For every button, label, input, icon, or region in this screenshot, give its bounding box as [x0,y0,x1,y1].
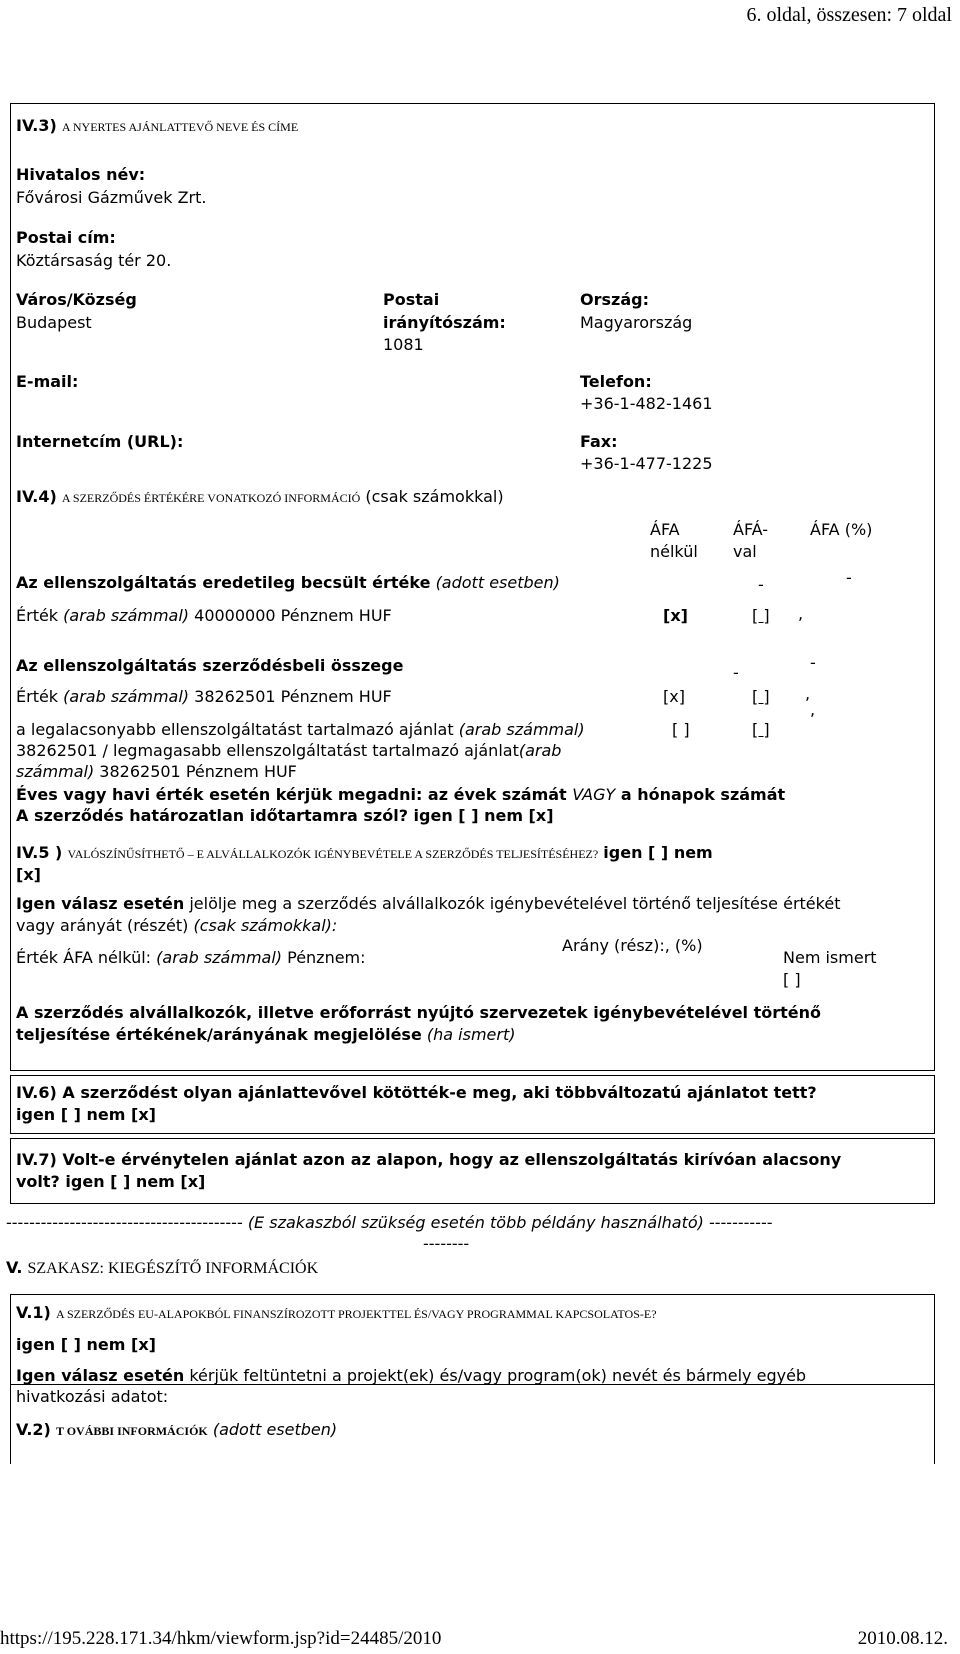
iv5-yes-line1: Igen válasz esetén jelölje meg a szerződés alvállalkozók igénybevételével történő teljesítése értékét [16,894,841,913]
original-value-title: Az ellenszolgáltatás eredetileg becsült értéke (adott esetben) [16,573,560,592]
section-iv5-heading: IV.5 ) VALÓSZÍNŰSÍTHETŐ – E ALVÁLLALKOZÓK IGÉNYBEVÉTELE A SZERZŐDÉS TELJESÍTÉSÉHEZ? igen [ ] nem [16,843,713,862]
iv5-yes-line2: vagy arányát (részét) (csak számokkal): [16,916,338,935]
box-left-border [10,103,11,1071]
box-v-left [10,1294,11,1464]
section-iv4-heading: IV.4) A SZERZŐDÉS ÉRTÉKÉRE VONATKOZÓ INFORMÁCIÓ (csak számokkal) [16,487,504,506]
lowest-checkbox-nelkul: [ ] [672,720,690,739]
section-iv7-question: IV.7) Volt-e érvénytelen ajánlat azon az alapon, hogy az ellenszolgáltatás kirívóan alacsony [16,1150,842,1169]
box-iv6-right [934,1075,935,1134]
orig-checkbox-afaval: [ ] [752,606,770,625]
country-value: Magyarország [580,313,693,332]
col-afa-percent: ÁFA (%) [810,520,873,539]
email-label: E-mail: [16,372,79,391]
total-afaval-dash: - [733,663,739,682]
total-afa-dash: - [810,653,816,672]
lowest-checkbox-afaval: [ ] [752,720,770,739]
box-iv6-top [10,1075,935,1076]
yearly-value-question: Éves vagy havi érték esetén kérjük megadni: az évek számát VAGY a hónapok számát [16,785,786,804]
box-iv7-bottom [10,1203,935,1204]
city-value: Budapest [16,313,92,332]
zip-label-line1: Postai [383,290,440,309]
total-comma-2: , [810,700,816,719]
contract-value-title: Az ellenszolgáltatás szerződésbeli összege [16,656,404,675]
box-iv6-left [10,1075,11,1134]
box-iv7-left [10,1138,11,1204]
section-iv7-answer: volt? igen [ ] nem [x] [16,1172,206,1191]
indefinite-question: A szerződés határozatlan időtartamra szól? igen [ ] nem [x] [16,806,554,825]
col-afa-nelkul-line2: nélkül [650,542,698,561]
phone-label: Telefon: [580,372,652,391]
iv5-unknown-label: Nem ismert [783,948,877,967]
section-v1-answer: igen [ ] nem [x] [16,1335,156,1354]
fax-label: Fax: [580,432,618,451]
footer-date: 2010.08.12. [857,1628,948,1649]
phone-value: +36-1-482-1461 [580,394,713,413]
zip-label-line2: irányítószám: [383,313,506,332]
orig-comma: , [798,604,804,623]
box-right-border [934,103,935,1071]
total-checkbox-nelkul: [x] [663,687,685,706]
iv5-answer-continued: [x] [16,865,41,884]
section-v2-heading: V.2) T OVÁBBI INFORMÁCIÓK (adott esetben) [16,1420,338,1439]
fax-value: +36-1-477-1225 [580,454,713,473]
box-v-top [10,1294,935,1295]
postal-address-value: Köztársaság tér 20. [16,251,172,270]
page-info: 6. oldal, összesen: 7 oldal [746,4,952,26]
section-v1-yes-line1: Igen válasz esetén kérjük feltüntetni a projekt(ek) és/vagy program(ok) nevét és bármely egyéb [16,1366,807,1385]
section-v1-yes-line2: hivatkozási adatot: [16,1387,169,1406]
lowest-offer-line3: számmal) 38262501 Pénznem HUF [16,762,297,781]
col-afa-nelkul-line1: ÁFA [650,520,680,539]
iv5-subcontract-line2: teljesítése értékének/arányának megjelölése (ha ismert) [16,1025,516,1044]
section-v-title: V. SZAKASZ: KIEGÉSZÍTŐ INFORMÁCIÓK [6,1258,319,1277]
col-afaval-line1: ÁFÁ- [733,520,769,539]
box-iv7-right [934,1138,935,1204]
col-afaval-line2: val [733,542,757,561]
total-comma: , [805,684,811,703]
section-iv6-answer: igen [ ] nem [x] [16,1105,156,1124]
iv5-subcontract-line1: A szerződés alvállalkozók, illetve erőforrást nyújtó szervezetek igénybevételével történő [16,1003,822,1022]
lowest-offer-line1: a legalacsonyabb ellenszolgáltatást tartalmazó ajánlat (arab számmal) [16,720,585,739]
box-iv7-top [10,1138,935,1139]
box-iv6-bottom [10,1133,935,1134]
copy-separator-tail: -------- [423,1234,470,1253]
url-label: Internetcím (URL): [16,432,184,451]
orig-afaval-dash: - [758,575,764,594]
city-label: Város/Község [16,290,137,309]
box-v-right [934,1294,935,1464]
lowest-offer-line2: 38262501 / legmagasabb ellenszolgáltatást tartalmazó ajánlat(arab [16,741,562,760]
country-label: Ország: [580,290,649,309]
original-value-row: Érték (arab számmal) 40000000 Pénznem HUF [16,606,392,625]
official-name-label: Hivatalos név: [16,165,146,184]
iv5-value-field: Érték ÁFA nélkül: (arab számmal) Pénznem: [16,948,366,967]
orig-checkbox-nelkul: [x] [663,606,688,625]
box-top-border [10,103,935,104]
orig-afa-dash: - [846,568,852,587]
zip-value: 1081 [383,335,424,354]
footer-url: https://195.228.171.34/hkm/viewform.jsp?id=24485/2010 [0,1628,442,1649]
iv5-ratio-field: Arány (rész):, (%) [562,936,703,955]
section-iv6-question: IV.6) A szerződést olyan ajánlattevővel kötötték-e meg, aki többváltozatú ajánlatot tett? [16,1083,817,1102]
iv5-unknown-checkbox: [ ] [783,970,801,989]
copy-separator: ----------------------------------------- (E szakaszból szükség esetén több példány használható) ----------- [6,1213,773,1232]
section-iv3-heading: IV.3) A NYERTES AJÁNLATTEVŐ NEVE ÉS CÍME [16,116,299,135]
contract-value-row: Érték (arab számmal) 38262501 Pénznem HUF [16,687,392,706]
official-name-value: Fővárosi Gázművek Zrt. [16,188,207,207]
box-bottom-border [10,1070,935,1071]
postal-address-label: Postai cím: [16,228,116,247]
total-checkbox-afaval: [ ] [752,687,770,706]
section-v1-heading: V.1) A SZERZŐDÉS EU-ALAPOKBÓL FINANSZÍROZOTT PROJEKTTEL ÉS/VAGY PROGRAMMAL KAPCSOLATOS-E? [16,1303,657,1322]
